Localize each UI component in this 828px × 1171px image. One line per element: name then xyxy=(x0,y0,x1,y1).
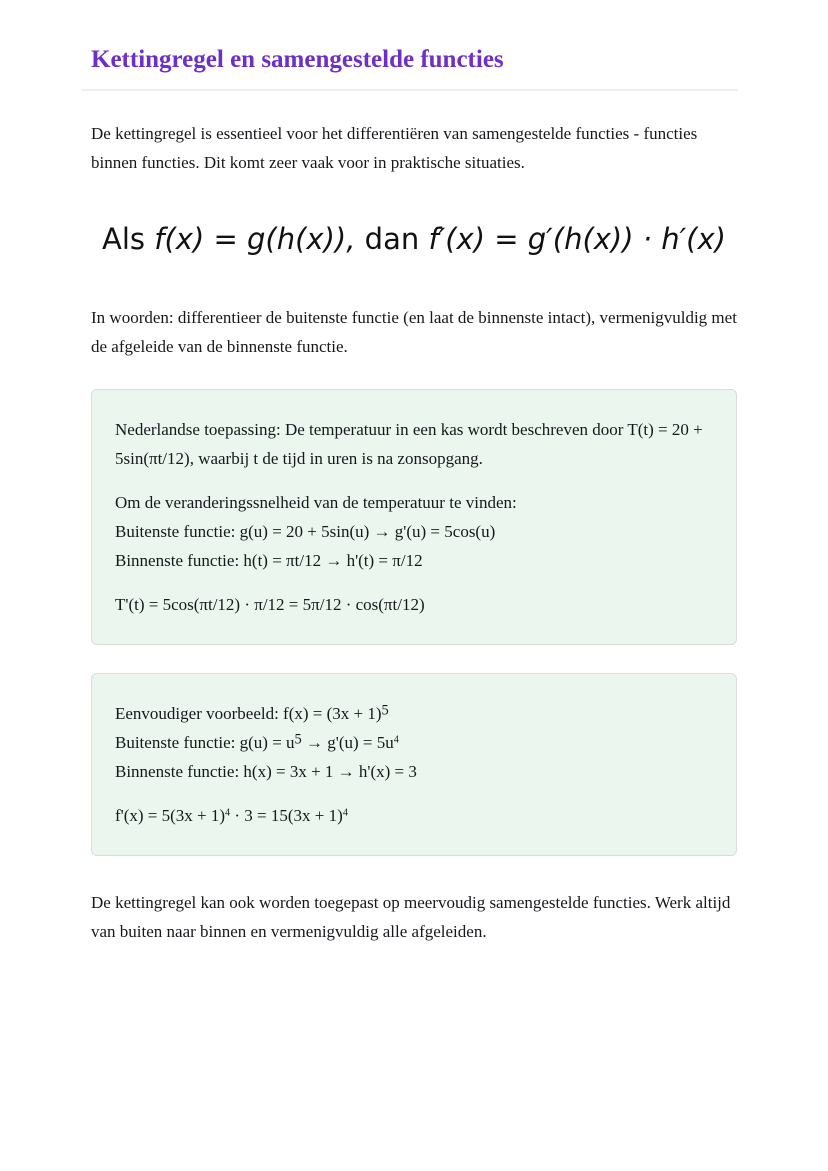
example2-result-text-a: f'(x) = 5(3x + 1) xyxy=(115,805,226,825)
example-box-polynomial xyxy=(91,673,737,856)
example-box-temperature xyxy=(91,389,737,645)
example2-result xyxy=(115,801,713,830)
title-divider xyxy=(82,89,738,91)
example2-line2-text-a: Buitenste functie: g(u) = u xyxy=(115,732,295,752)
example2-line2 xyxy=(115,728,713,757)
example1-step: Buitenste functie: g(u) = 20 + 5sin(u) → g'(u) = 5cos(u) xyxy=(115,521,496,541)
exponent: 4 xyxy=(342,806,348,818)
example2-line2-text-b: → g'(u) = 5u xyxy=(301,732,394,752)
formula-prefix: Als xyxy=(102,221,155,256)
chain-rule-formula xyxy=(91,222,737,256)
formula-connector: dan xyxy=(355,221,429,256)
outro-paragraph: De kettingregel kan ook worden toegepast op meervoudig samengestelde functies. Werk altijd van buiten naar binnen en vermenigvuldig alle afgeleiden. xyxy=(91,892,731,941)
exponent: 5 xyxy=(294,731,302,748)
exponent: 5 xyxy=(381,702,389,719)
example1-step: Om de veranderingssnelheid van de temperatuur te vinden: xyxy=(115,492,517,512)
example1-result: T'(t) = 5cos(πt/12) · π/12 = 5π/12 · cos(πt/12) xyxy=(115,594,425,614)
formula-math-right: f′(x) = g′(h(x)) · h′(x) xyxy=(428,221,726,256)
in-words-paragraph: In woorden: differentieer de buitenste functie (en laat de binnenste intact), vermenigvuldig met de afgeleide van de binnenste functie. xyxy=(91,307,737,356)
intro-paragraph: De kettingregel is essentieel voor het differentiëren van samengestelde functies - functies binnen functies. Dit komt zeer vaak voor in praktische situaties. xyxy=(91,123,698,172)
example2-steps xyxy=(115,699,713,786)
example1-steps xyxy=(115,488,713,575)
example1-description: Nederlandse toepassing: De temperatuur in een kas wordt beschreven door T(t) = 20 + 5sin(πt/12), waarbij t de tijd in uren is na zonsopgang. xyxy=(115,419,703,468)
page-title: Kettingregel en samengestelde functies xyxy=(91,46,504,73)
example2-line1 xyxy=(115,699,713,728)
example2-line1-text: Eenvoudiger voorbeeld: f(x) = (3x + 1) xyxy=(115,703,382,723)
example1-step: Binnenste functie: h(t) = πt/12 → h'(t) = π/12 xyxy=(115,550,423,570)
exponent: 4 xyxy=(393,733,399,745)
formula-math-left: f(x) = g(h(x)), xyxy=(154,221,356,256)
example2-result-text-b: · 3 = 15(3x + 1) xyxy=(230,805,343,825)
example2-line3: Binnenste functie: h(x) = 3x + 1 → h'(x) = 3 xyxy=(115,761,417,781)
exponent: 4 xyxy=(225,806,231,818)
